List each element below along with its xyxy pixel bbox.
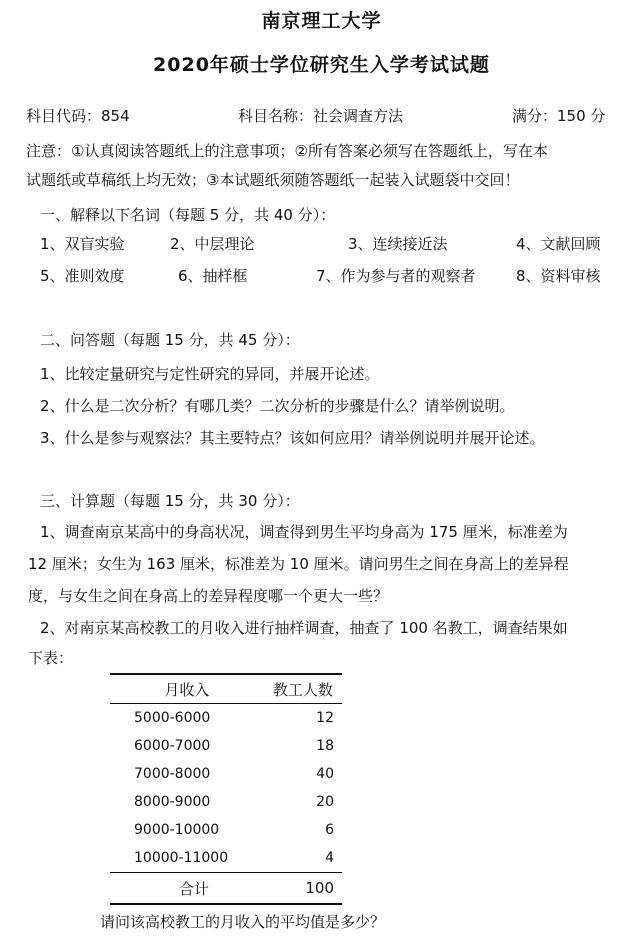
table-row: [110, 788, 342, 816]
exam-title: 2020年硕士学位研究生入学考试试题: [153, 54, 490, 76]
final-question: 请问该高校教工的月收入的平均值是多少？: [100, 913, 386, 931]
total-label: 合计: [110, 873, 264, 905]
notice-line: 试题纸或草稿纸上均无效；③本试题纸须随答题纸一起装入试题袋中交回！: [26, 171, 520, 189]
staff-count: 4: [325, 850, 334, 866]
term-item: 3、连续接近法: [348, 235, 448, 253]
table-row: [110, 844, 342, 873]
school-name: 南京理工大学: [261, 10, 382, 32]
table-total-row: [110, 873, 342, 905]
staff-count: 12: [316, 710, 334, 726]
subject-name: 科目名称：社会调查方法: [238, 107, 404, 125]
table-header: 月收入: [110, 674, 264, 704]
question-line: 2、对南京某高校教工的月收入进行抽样调查，抽查了 100 名教工，调查结果如: [40, 619, 568, 637]
question-item: 3、什么是参与观察法？其主要特点？该如何应用？请举例说明并展开论述。: [40, 429, 545, 447]
term-item: 6、抽样框: [178, 267, 248, 285]
staff-count: 20: [316, 794, 334, 810]
term-item: 7、作为参与者的观察者: [316, 267, 476, 285]
question-item: 2、什么是二次分析？有哪几类？二次分析的步骤是什么？请举例说明。: [40, 397, 515, 415]
table-row: [110, 816, 342, 844]
notice-line: 注意：①认真阅读答题纸上的注意事项；②所有答案必须写在答题纸上，写在本: [26, 142, 548, 160]
section-heading: 二、问答题（每题 15 分，共 45 分）：: [40, 331, 300, 349]
term-item: 1、双盲实验: [40, 235, 125, 253]
income-range: 7000-8000: [134, 766, 211, 782]
section-heading: 一、解释以下名词（每题 5 分，共 40 分）：: [40, 206, 336, 224]
total-value: 100: [264, 873, 342, 905]
table-row: [110, 732, 342, 760]
term-item: 8、资料审核: [516, 267, 601, 285]
income-range: 9000-10000: [134, 822, 220, 838]
term-item: 5、准则效度: [40, 267, 125, 285]
income-range: 6000-7000: [134, 738, 211, 754]
full-score: 满分：150 分: [512, 107, 606, 125]
income-range: 10000-11000: [134, 850, 229, 866]
income-table: [110, 673, 342, 905]
staff-count: 18: [316, 738, 334, 754]
table-row: [110, 760, 342, 788]
question-line: 度，与女生之间在身高上的差异程度哪一个更大一些？: [28, 587, 389, 605]
question-item: 1、比较定量研究与定性研究的异同，并展开论述。: [40, 365, 380, 383]
question-line: 1、调查南京某高中的身高状况，调查得到男生平均身高为 175 厘米，标准差为: [40, 523, 568, 541]
table-row: [110, 704, 342, 733]
question-line: 12 厘米；女生为 163 厘米，标准差为 10 厘米。请问男生之间在身高上的差异程: [28, 555, 569, 573]
staff-count: 6: [325, 822, 334, 838]
income-range: 8000-9000: [134, 794, 211, 810]
term-item: 2、中层理论: [170, 235, 255, 253]
term-item: 4、文献回顾: [516, 235, 601, 253]
subject-code: 科目代码：854: [26, 107, 130, 125]
staff-count: 40: [316, 766, 334, 782]
income-range: 5000-6000: [134, 710, 211, 726]
table-header: 教工人数: [264, 674, 342, 704]
section-heading: 三、计算题（每题 15 分，共 30 分）：: [40, 492, 300, 510]
question-line: 下表：: [28, 649, 74, 667]
